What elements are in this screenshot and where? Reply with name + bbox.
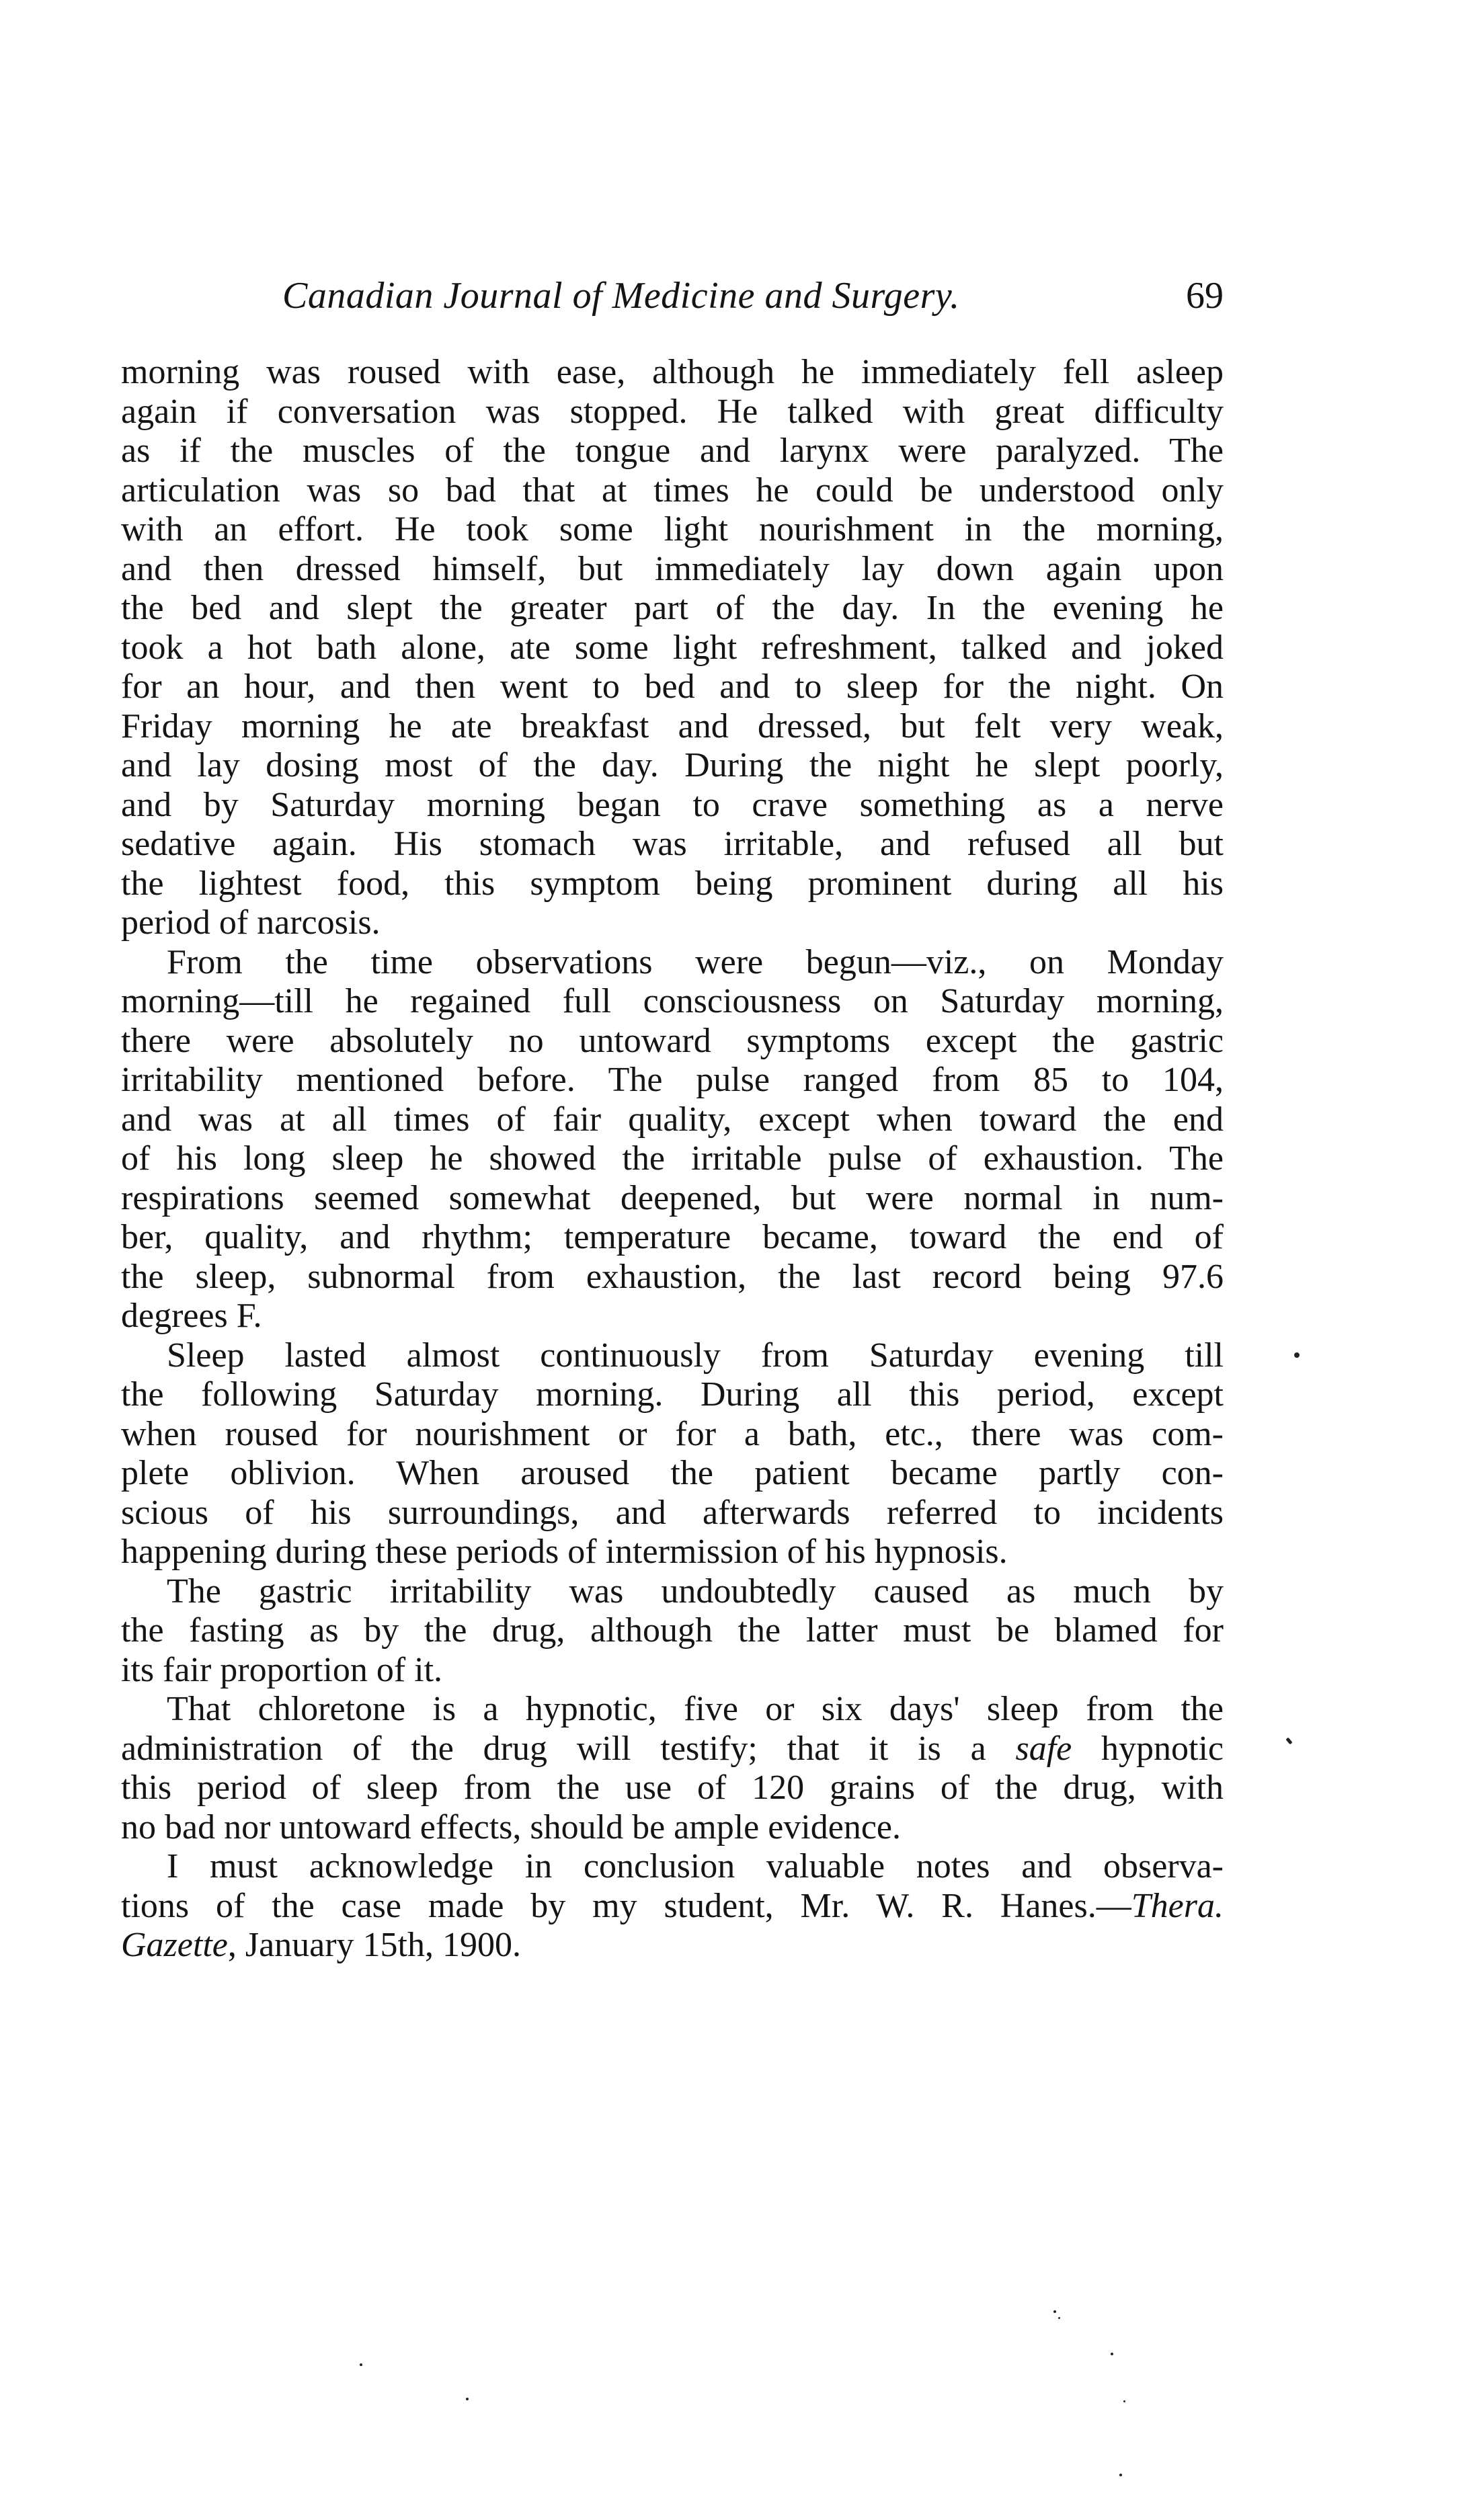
text-line: and lay dosing most of the day. During the night he slept poorly, bbox=[121, 746, 1224, 784]
text-line: the fasting as by the drug, although the latter must be blamed for bbox=[121, 1611, 1224, 1650]
text-line: and by Saturday morning began to crave something as a nerve bbox=[121, 785, 1224, 824]
text-line: no bad nor untoward effects, should be ample evidence. bbox=[121, 1807, 901, 1846]
text-line: as if the muscles of the tongue and larynx were paralyzed. The bbox=[121, 432, 1224, 470]
scan-speck bbox=[466, 2398, 469, 2400]
text-line: That chloretone is a hypnotic, five or six days' sleep from the bbox=[167, 1690, 1224, 1728]
text-line: period of narcosis. bbox=[121, 903, 381, 942]
text-line: happening during these periods of intermission of his hypnosis. bbox=[121, 1533, 1008, 1571]
scan-speck bbox=[1285, 1738, 1292, 1745]
text-line: the bed and slept the greater part of the day. In the evening he bbox=[121, 589, 1224, 627]
scan-speck bbox=[1119, 2474, 1122, 2476]
text-line: Gazette, January 15th, 1900. bbox=[121, 1926, 522, 1964]
text-line: the sleep, subnormal from exhaustion, the last record being 97.6 bbox=[121, 1257, 1224, 1296]
text-line: morning was roused with ease, although he immediately fell asleep bbox=[121, 353, 1224, 391]
scan-speck bbox=[1123, 2400, 1125, 2402]
article-body bbox=[121, 353, 1224, 1965]
scan-speck bbox=[360, 2363, 362, 2366]
text-line: this period of sleep from the use of 120 grains of the drug, with bbox=[121, 1769, 1224, 1807]
text-line: ber, quality, and rhythm; temperature became, toward the end of bbox=[121, 1218, 1224, 1256]
text-line: administration of the drug will testify; that it is a safe hypnotic bbox=[121, 1729, 1224, 1768]
text-line: again if conversation was stopped. He talked with great difficulty bbox=[121, 392, 1224, 431]
text-line: the following Saturday morning. During all this period, except bbox=[121, 1375, 1224, 1414]
page-number: 69 bbox=[1186, 275, 1224, 317]
text-line: From the time observations were begun—viz., on Monday bbox=[167, 942, 1224, 981]
text-line: Sleep lasted almost continuously from Saturday evening till bbox=[167, 1336, 1224, 1375]
text-line: I must acknowledge in conclusion valuable notes and observa- bbox=[167, 1847, 1224, 1885]
text-line: plete oblivion. When aroused the patient became partly con- bbox=[121, 1454, 1224, 1492]
text-line: tions of the case made by my student, Mr. W. R. Hanes.—Thera. bbox=[121, 1886, 1224, 1925]
text-line: its fair proportion of it. bbox=[121, 1650, 443, 1689]
text-line: articulation was so bad that at times he could be understood only bbox=[121, 471, 1224, 510]
text-line: for an hour, and then went to bed and to sleep for the night. On bbox=[121, 667, 1224, 706]
text-line: and then dressed himself, but immediately lay down again upon bbox=[121, 549, 1224, 588]
scan-speck bbox=[1053, 2310, 1056, 2313]
text-line: scious of his surroundings, and afterwards referred to incidents bbox=[121, 1493, 1224, 1532]
text-line: respirations seemed somewhat deepened, but were normal in num- bbox=[121, 1178, 1224, 1217]
text-line: with an effort. He took some light nourishment in the morning, bbox=[121, 510, 1224, 548]
text-line: when roused for nourishment or for a bath, etc., there was com- bbox=[121, 1414, 1224, 1453]
text-line: Friday morning he ate breakfast and dressed, but felt very weak, bbox=[121, 706, 1224, 745]
text-line: there were absolutely no untoward symptoms except the gastric bbox=[121, 1021, 1224, 1060]
text-line: of his long sleep he showed the irritable pulse of exhaustion. The bbox=[121, 1139, 1224, 1178]
scan-speck bbox=[1294, 1352, 1300, 1358]
text-line: took a hot bath alone, ate some light refreshment, talked and joked bbox=[121, 628, 1224, 667]
scan-speck bbox=[1058, 2317, 1060, 2319]
text-line: and was at all times of fair quality, except when toward the end bbox=[121, 1100, 1224, 1139]
text-line: morning—till he regained full consciousness on Saturday morning, bbox=[121, 982, 1224, 1020]
text-line: irritability mentioned before. The pulse ranged from 85 to 104, bbox=[121, 1061, 1224, 1099]
text-line: the lightest food, this symptom being prominent during all his bbox=[121, 864, 1224, 903]
journal-title: Canadian Journal of Medicine and Surgery. bbox=[282, 275, 960, 317]
scan-speck bbox=[1111, 2353, 1113, 2355]
running-head bbox=[121, 269, 1224, 323]
text-line: sedative again. His stomach was irritable, and refused all but bbox=[121, 825, 1224, 863]
text-line: The gastric irritability was undoubtedly caused as much by bbox=[167, 1572, 1224, 1611]
text-line: degrees F. bbox=[121, 1297, 262, 1335]
